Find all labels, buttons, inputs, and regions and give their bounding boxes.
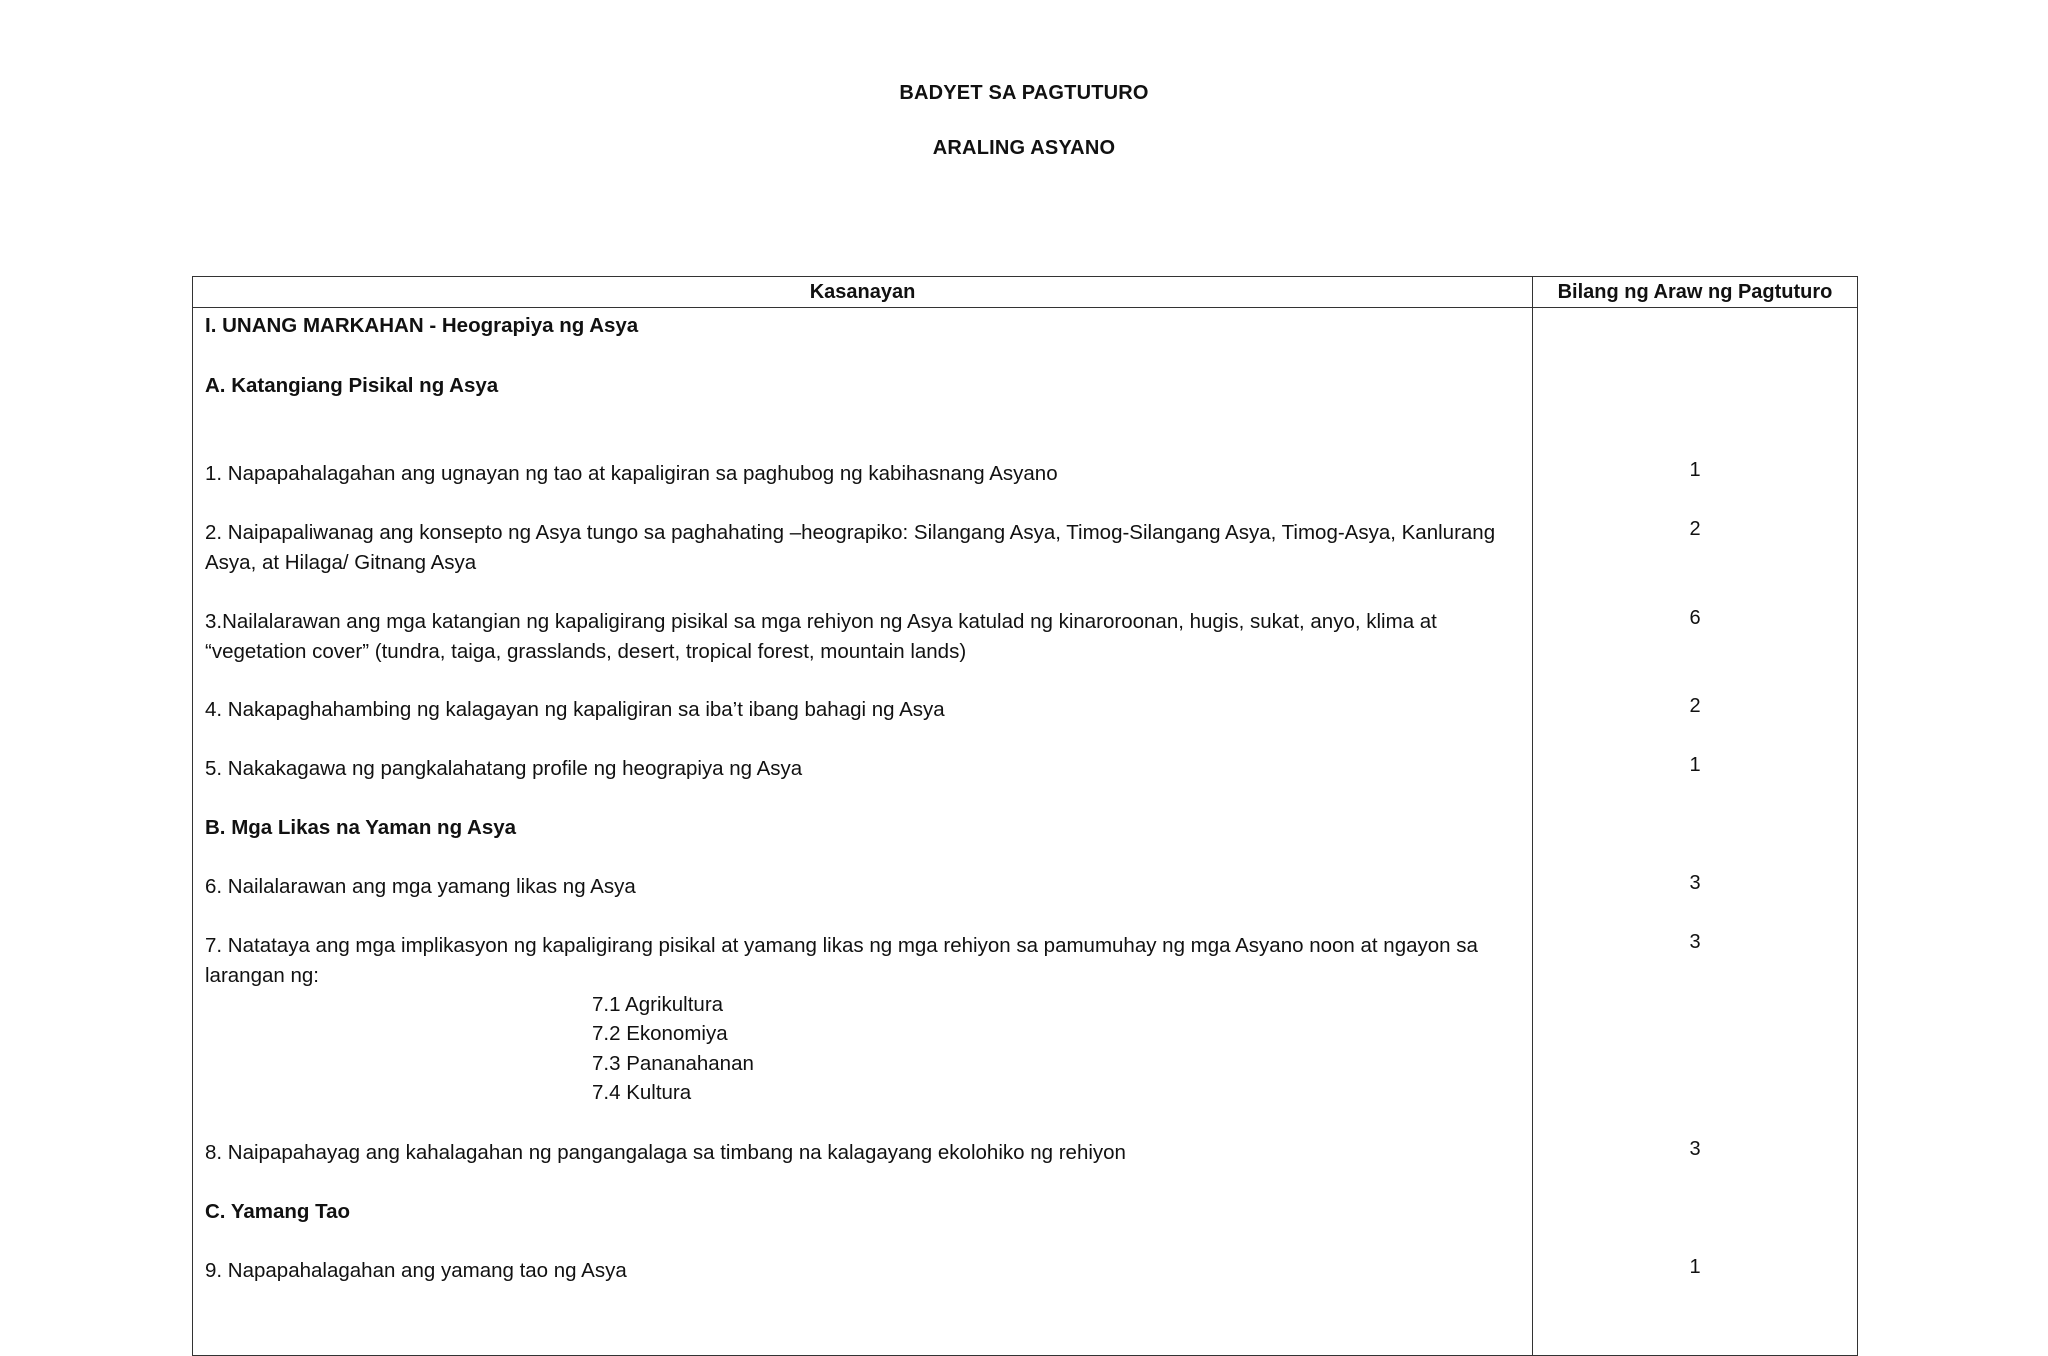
header-days: Bilang ng Araw ng Pagtuturo — [1557, 281, 1833, 303]
skill-item-5: 5. Nakakagawa ng pangkalahatang profile ng heograpiya ng Asya — [205, 757, 803, 780]
days-item-1: 1 — [1689, 459, 1701, 481]
days-item-3: 6 — [1689, 607, 1701, 629]
document-subtitle: ARALING ASYANO — [932, 137, 1116, 159]
section-heading-c: C. Yamang Tao — [205, 1200, 351, 1223]
subitem-7-2: 7.2 Ekonomiya — [592, 1022, 728, 1045]
days-item-2: 2 — [1689, 518, 1701, 540]
budget-table — [192, 276, 1858, 1356]
days-item-5: 1 — [1689, 754, 1701, 776]
skill-item-3: 3.Nailalarawan ang mga katangian ng kapaligirang pisikal sa mga rehiyon ng Asya katulad ng kinaroroonan, hugis, sukat, anyo, klima at “vegetation cover” (tundra, taiga, grasslands, desert, tropical forest, mountain lands) — [205, 610, 1437, 663]
days-item-9: 1 — [1689, 1256, 1701, 1278]
subitem-7-1: 7.1 Agrikultura — [592, 993, 724, 1016]
days-item-7: 3 — [1689, 931, 1701, 953]
section-heading-a: A. Katangiang Pisikal ng Asya — [205, 374, 499, 397]
skill-item-4: 4. Nakapaghahambing ng kalagayan ng kapaligiran sa iba’t ibang bahagi ng Asya — [205, 698, 945, 721]
skill-item-7: 7. Natataya ang mga implikasyon ng kapaligirang pisikal at yamang likas ng mga rehiyon sa pamumuhay ng mga Asyano noon at ngayon sa larangan ng: — [205, 934, 1478, 987]
subitem-7-4: 7.4 Kultura — [592, 1081, 692, 1104]
quarter-heading: I. UNANG MARKAHAN - Heograpiya ng Asya — [205, 314, 639, 337]
skill-item-9: 9. Napapahalagahan ang yamang tao ng Asya — [205, 1259, 627, 1282]
days-item-4: 2 — [1689, 695, 1701, 717]
skill-item-6: 6. Nailalarawan ang mga yamang likas ng Asya — [205, 875, 636, 898]
skill-item-1: 1. Napapahalagahan ang ugnayan ng tao at kapaligiran sa paghubog ng kabihasnang Asyano — [205, 462, 1058, 485]
skill-item-2: 2. Naipapaliwanag ang konsepto ng Asya tungo sa paghahating –heograpiko: Silangang Asya, Timog-Silangang Asya, Timog-Asya, Kanlurang Asya, at Hilaga/ Gitnang Asya — [205, 521, 1496, 574]
column-divider — [1532, 277, 1533, 1355]
section-heading-b: B. Mga Likas na Yaman ng Asya — [205, 816, 517, 839]
days-item-8: 3 — [1689, 1138, 1701, 1160]
header-divider — [193, 307, 1857, 308]
header-skill: Kasanayan — [809, 281, 916, 303]
skill-item-8: 8. Naipapahayag ang kahalagahan ng pangangalaga sa timbang na kalagayang ekolohiko ng rehiyon — [205, 1141, 1126, 1164]
days-item-6: 3 — [1689, 872, 1701, 894]
document-title: BADYET SA PAGTUTURO — [899, 82, 1149, 104]
subitem-7-3: 7.3 Pananahanan — [592, 1052, 754, 1075]
